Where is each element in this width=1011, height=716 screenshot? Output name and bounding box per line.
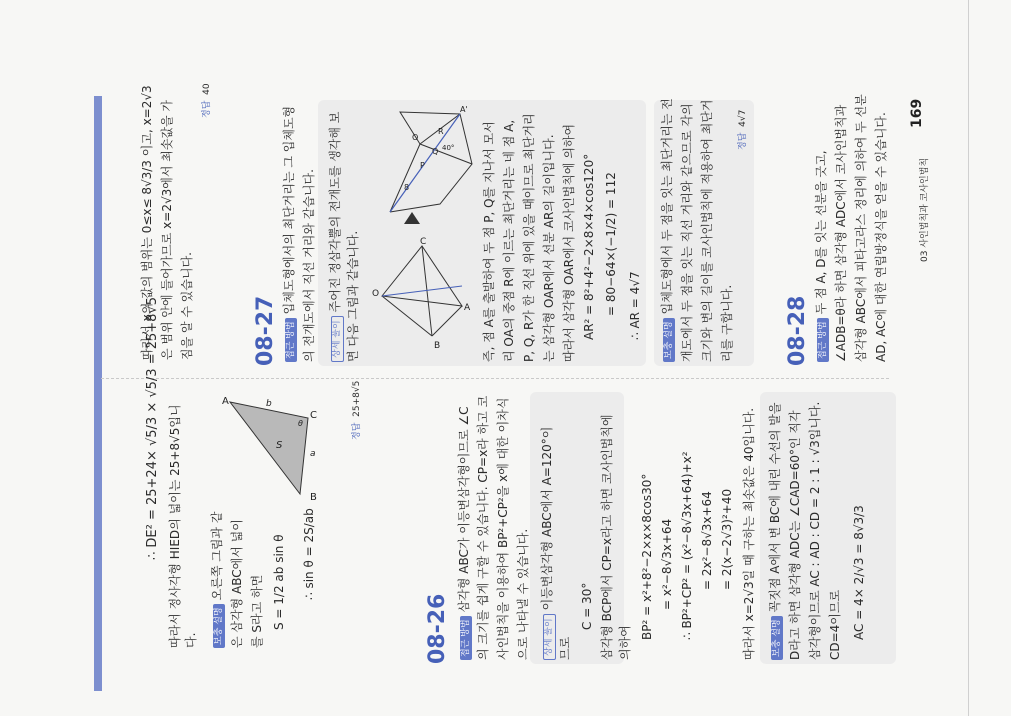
p26-supp: CD=4이므로 [828, 589, 842, 660]
tri-side-b: b [266, 399, 272, 409]
p27-supp: 크기와 변의 길이를 코사인법칙에 적용하여 최단거 [700, 99, 714, 362]
range-line: 은 범위 안에 들어가므로 x=2√3에서 최솟값을 가 [160, 99, 174, 360]
net-a: A [464, 303, 471, 313]
range-line: 따라서 x의 값의 범위는 0≤x≤ 8√3/3 이고, x=2√3 [140, 85, 154, 360]
answer-line: 정답 4√7 [738, 109, 748, 150]
p26-eq: = x²−8√3x+64 [660, 518, 674, 610]
p27-eq: AR² = 8²+4²−2×8×4×cos120° [582, 153, 596, 340]
p27-sol: 리 OA의 중점 R에 이르는 최단거리는 네 점 A, [502, 119, 516, 362]
answer-line: 정답 40 [202, 83, 212, 118]
net-figure [380, 104, 480, 220]
p28-line: 접근 방법두 점 A, D를 잇는 선분을 긋고, [814, 150, 829, 362]
p26-line: 접근 방법삼각형 ABC가 이등변삼각형이므로 ∠C [457, 406, 472, 660]
p27-eq: = 80−64×(−1/2) = 112 [604, 172, 618, 316]
p26-line: 으로 나타낼 수 있습니다. [516, 528, 530, 660]
net-o-2: O [412, 133, 419, 142]
area-formula: S = 1/2 ab sin θ [272, 534, 286, 630]
p26-eq: = 2(x−2√3)²+40 [720, 488, 734, 590]
formula-de: ∴ DE² = 25+24× √5/3 × √5/3 = 25+8√5 [145, 297, 160, 560]
hint-tag: 보충 설명 [213, 604, 225, 648]
pyramid-figure [362, 236, 474, 354]
net-a-prime: A' [460, 105, 468, 114]
problem-number-27: 08-27 [253, 295, 278, 366]
blue-margin-band [94, 96, 102, 691]
column-divider [101, 378, 889, 379]
p28-line: ∠ADB=θ라 하면 삼각형 ADC에서 코사인법칙과 [834, 104, 848, 362]
tri-label-s: S [276, 440, 283, 451]
p26-detail: 삼각형 BCP에서 CP=x라고 하면 코사인법칙에 [600, 414, 614, 660]
hint-line: 를 S라고 하면 [250, 574, 264, 648]
tri-label-c: C [310, 410, 317, 421]
hint-line: 보충 설명오른쪽 그림과 같 [210, 512, 225, 648]
p26-detail: 상세 풀이이등변삼각형 ABC에서 A=120°이 [540, 427, 556, 660]
p27-sol: 따라서 삼각형 OAR에서 코사인법칙에 의하여 [562, 123, 576, 362]
p26-supp: 보충 설명꼭짓점 A에서 변 BC에 내린 수선의 발을 [768, 403, 783, 660]
p27-sol: P, Q, R가 한 직선 위에 있을 때이므로 최단거리 [522, 113, 536, 362]
p27-eq: ∴ AR = 4√7 [628, 271, 642, 340]
tri-label-b: B [310, 492, 317, 500]
p27-line: 의 전개도에서 직선 거리와 같습니다. [302, 169, 316, 362]
triangle-figure [218, 390, 328, 500]
tri-side-a: a [310, 449, 316, 459]
p27-supp: 보충 설명입체도형에서 두 점을 잇는 최단거리는 전 [660, 98, 675, 362]
p27-supp: 리를 구합니다. [720, 284, 734, 362]
p26-detail: 므로 [558, 636, 572, 660]
net-o: O [372, 289, 380, 299]
p26-supp: 삼각형이므로 AC : AD : CD = 2 : 1 : √3입니다. [808, 401, 822, 660]
net-p: P [420, 161, 425, 170]
page-number: 169 [909, 98, 925, 128]
p27-line: 접근 방법입체도형에서의 최단거리는 그 입체도형 [282, 106, 297, 362]
p28-line: 삼각형 ABC에서 피타고라스 정리에 의하여 두 선분 [854, 94, 868, 362]
range-line: 짐을 알 수 있습니다. [180, 252, 194, 360]
page-edge [968, 0, 969, 716]
p26-conclusion: 따라서 x=2√3일 때 구하는 최솟값은 40입니다. [742, 407, 756, 660]
p26-line: 의 크기를 쉽게 구할 수 있습니다. CP=x라 하고 코 [476, 395, 490, 660]
p27-sol: 는 삼각형 OAR에서 선분 AR의 길이입니다. [542, 134, 556, 362]
p26-eq: ∴ BP²+CP² = (x²−8√3x+64)+x² [680, 451, 694, 640]
p28-line: AD, AC에 대한 연립방정식을 얻을 수 있습니다. [874, 112, 888, 362]
running-footer: 03 사인법칙과 코사인법칙 [920, 157, 930, 262]
tri-theta: θ [298, 419, 303, 428]
problem-number-28: 08-28 [785, 295, 810, 366]
problem-number-26: 08-26 [425, 593, 450, 664]
p27-detail: 면 다음 그림과 같습니다. [346, 230, 360, 362]
p26-eq: = 2x²−8√3x+64 [700, 491, 714, 590]
p27-detail: 상세 풀이주어진 정삼각뿔의 전개도를 생각해 보 [328, 112, 344, 362]
p26-eq: BP² = x²+8²−2×x×8cos30° [640, 473, 654, 640]
p26-detail: 의하여 [618, 625, 632, 660]
net-r: R [438, 127, 444, 136]
conclusion-line: 따라서 정사각형 HIED의 넓이는 25+8√5입니 [168, 404, 182, 648]
p26-supp-eq: AC = 4× 2/√3 = 8√3/3 [852, 505, 866, 640]
conclusion-line: 다. [184, 632, 198, 648]
net-b: B [434, 341, 441, 351]
net-8: 8 [404, 183, 410, 192]
p27-supp: 개도에서 두 점을 잇는 직선 거리와 같으므로 각의 [680, 103, 694, 362]
answer-line: 정답 25+8√5 [352, 380, 362, 440]
p27-sol: 즉, 점 A를 출발하여 두 점 P, Q를 지나서 모서 [482, 121, 496, 362]
tri-label-a: A [222, 396, 229, 407]
p26-line: 사인법칙을 이용하여 BP²+CP²을 x에 대한 이차식 [496, 397, 510, 660]
hint-line: 은 삼각형 ABC에서 넓이 [230, 519, 244, 648]
sin-formula: ∴ sin θ = 2S/ab [302, 508, 316, 600]
p26-angle-c: C = 30° [580, 582, 594, 630]
net-q: Q [432, 147, 439, 156]
net-c: C [420, 237, 427, 247]
net-40: 40° [442, 144, 455, 152]
p26-supp: D라고 하면 삼각형 ADC는 ∠CAD=60°인 직각 [788, 410, 802, 660]
